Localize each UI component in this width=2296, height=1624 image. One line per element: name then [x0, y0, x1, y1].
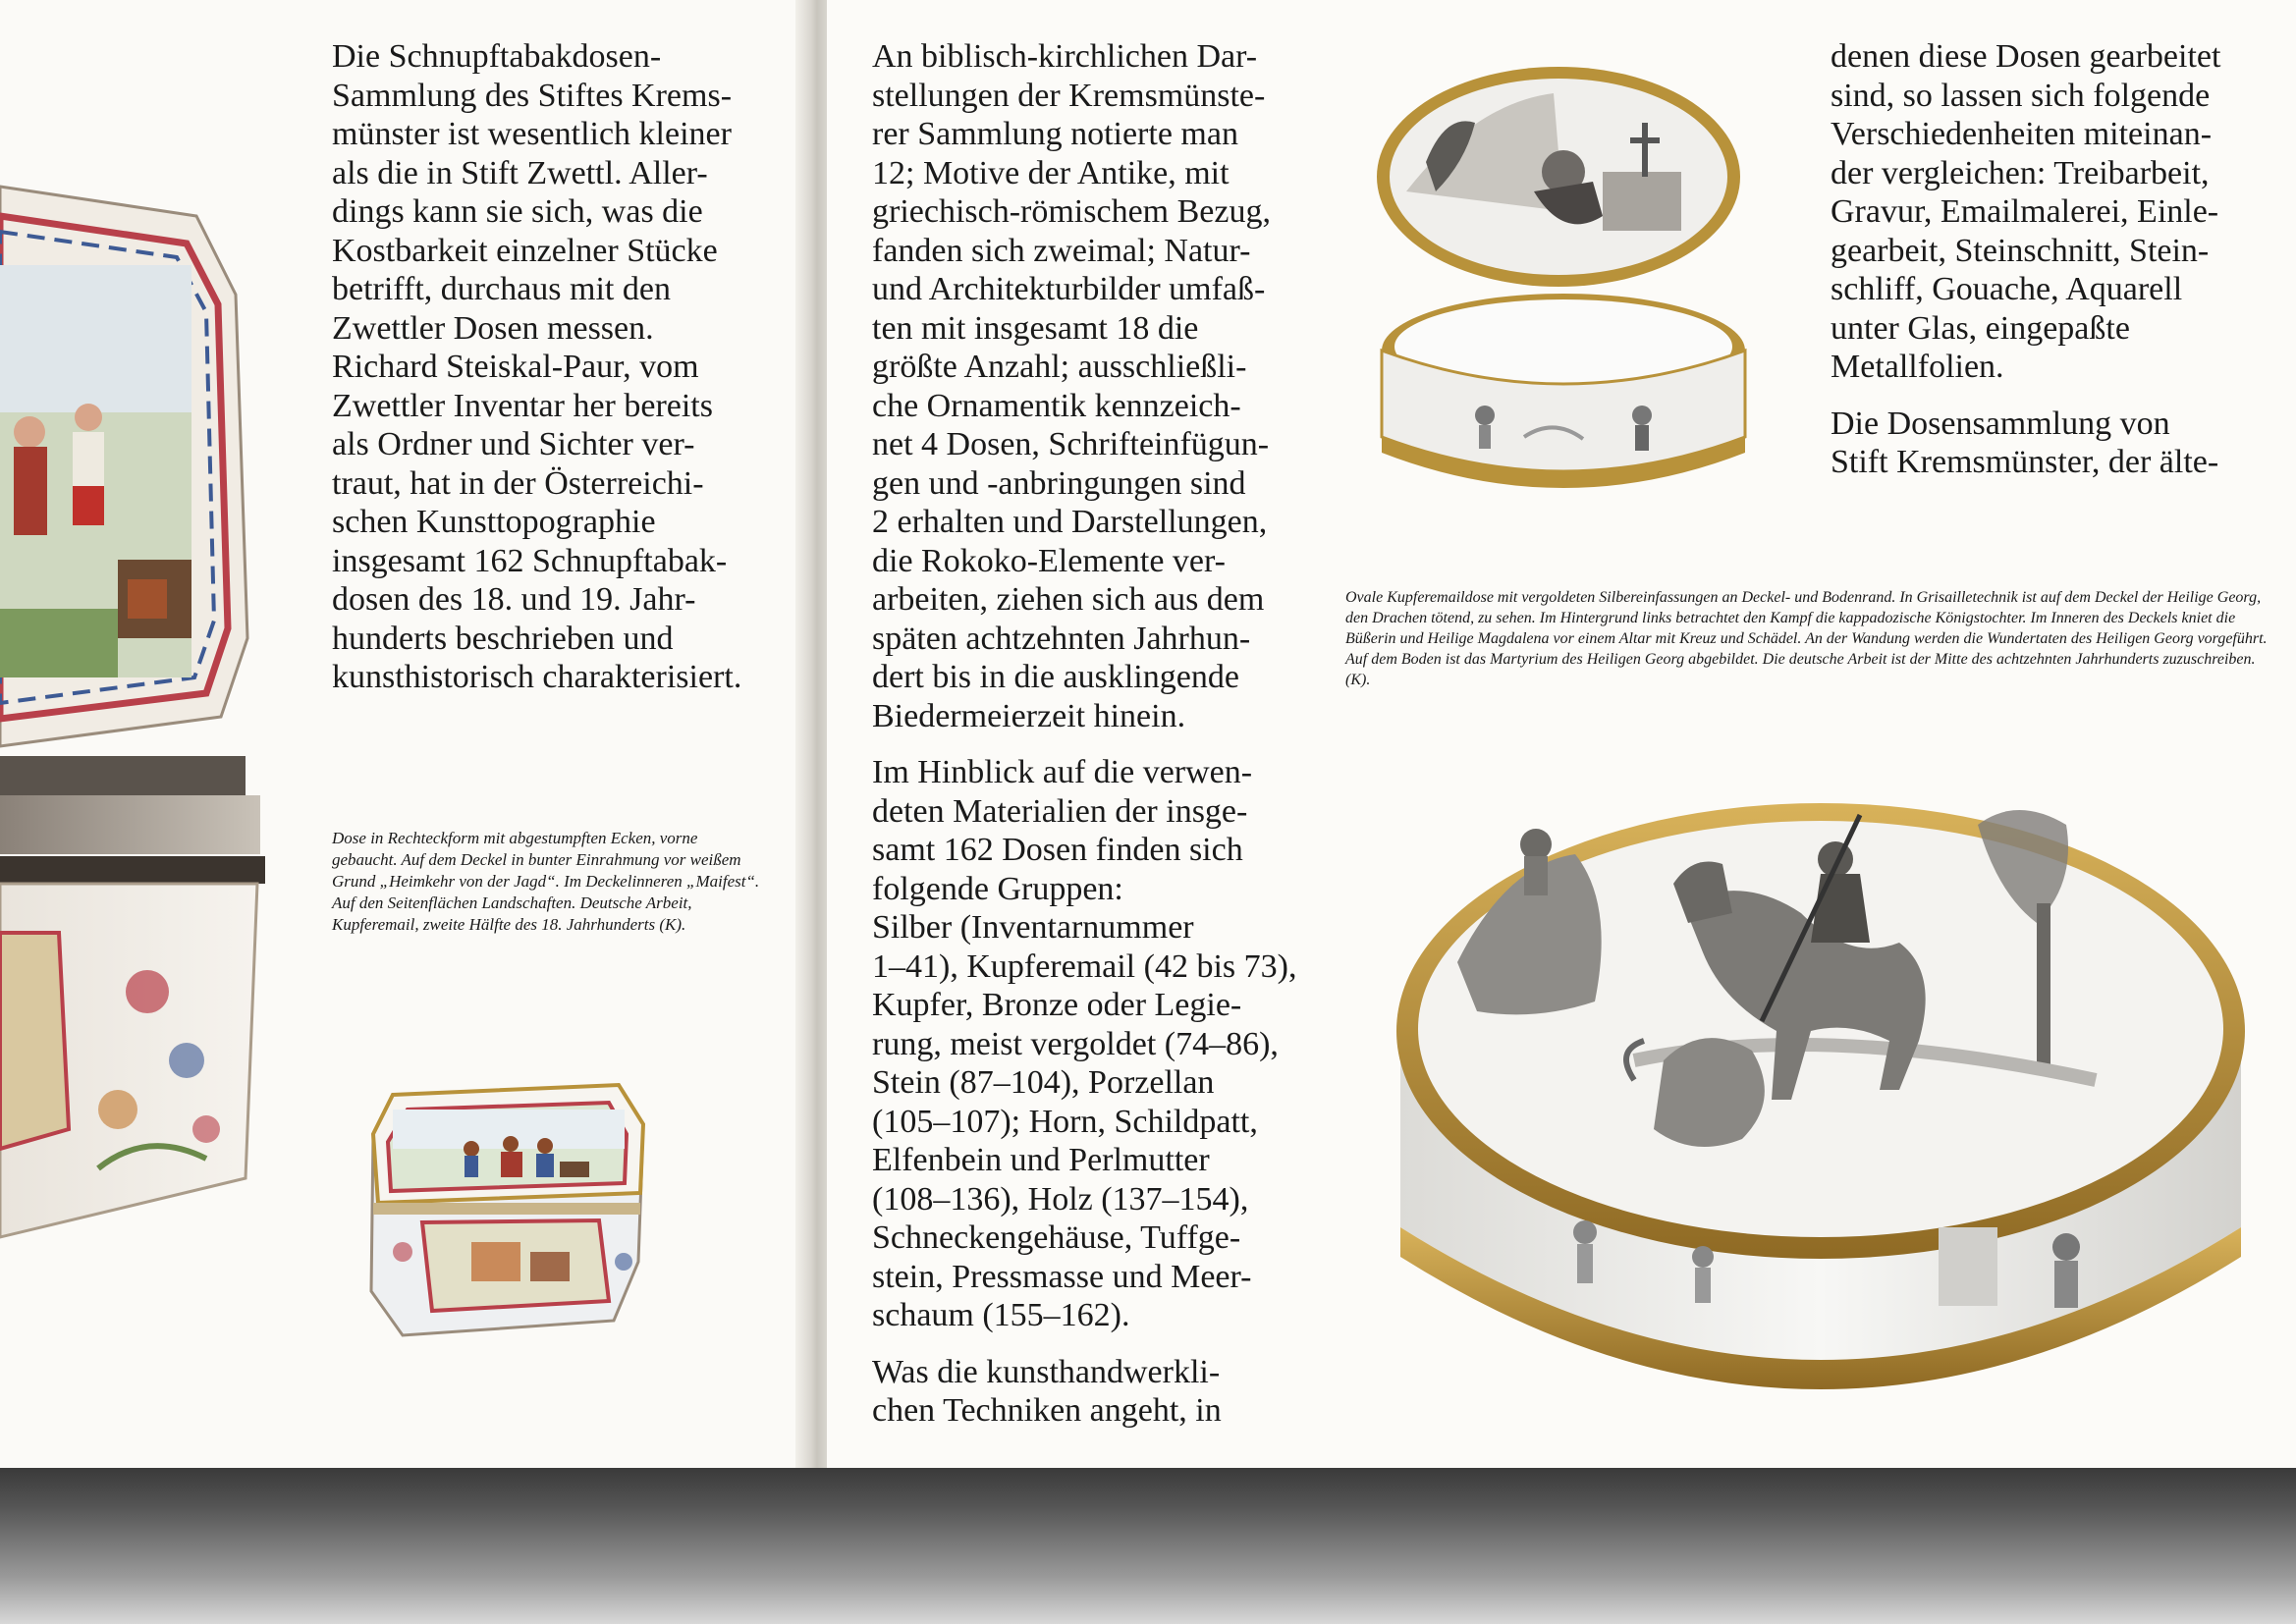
right-column-2	[1831, 37, 2292, 500]
right-column-1-para-2: Im Hinblick auf die verwen- deten Materialien der insge- samt 162 Dosen finden sich folgende Gruppen: Silber (Inventarnummer 1–41), Kupferemail (42 bis 73), Kupfer, Bronze oder Legie- rung, meist vergoldet (74–86), Stein (87–104), Porzellan (105–107); Horn, Schildpatt, Elfenbein und Perlmutter (108–136), Holz (137–154), Schneckengehäuse, Tuffge- stein, Pressmasse und Meer- schaum (155–162).	[872, 754, 1297, 1333]
photo-large-snuffbox-cropped	[0, 147, 265, 1286]
photo-open-oval-snuffbox	[1357, 44, 1770, 491]
photo-closed-oval-snuffbox-st-george	[1389, 766, 2253, 1443]
left-page	[0, 0, 811, 1468]
scan-bottom-band	[0, 1468, 2296, 1624]
right-column-1-para-1: An biblisch-kirchlichen Dar- stellungen der Kremsmünste- rer Sammlung notierte man 12; Motive der Antike, mit griechisch-römischem Bezug, fanden sich zweimal; Natur- und Architekturbilder umfaß- ten mit insgesamt 18 die größte Anzahl; ausschließli- che Ornamentik kennzeich- net 4 Dosen, Schrifteinfügun- gen und -anbringungen sind 2 erhalten und Darstellungen, die Rokoko-Elemente ver- arbeiten, ziehen sich aus dem späten achtzehnten Jahrhun- dert bis in die ausklingende Biedermeierzeit hinein.	[872, 38, 1271, 734]
photo-small-snuffbox	[363, 1065, 648, 1350]
left-paragraph-text: Die Schnupftabakdosen- Sammlung des Stiftes Krems- münster ist wesentlich kleiner als die in Stift Zwettl. Aller- dings kann sie sich, was die Kostbarkeit einzelner Stücke betrifft, durchaus mit den Zwettler Dosen messen. Richard Steiskal-Paur, vom Zwettler Inventar her bereits als Ordner und Sichter ver- traut, hat in der Österreichi- schen Kunsttopographie insgesamt 162 Schnupftabak- dosen des 18. und 19. Jahr- hunderts beschrieben und kunsthistorisch charakterisiert.	[332, 38, 742, 695]
right-column-2-para-2: Die Dosensammlung von Stift Kremsmünster, der älte-	[1831, 405, 2219, 480]
right-page	[827, 0, 2296, 1468]
left-caption: Dose in Rechteckform mit abgestumpften Ecken, vorne gebaucht. Auf dem Deckel in bunter Einrahmung vor weißem Grund „Heimkehr von der Jagd“. Im Deckelinneren „Maifest“. Auf den Seitenflächen Landschaften. Deutsche Arbeit, Kupferemail, zweite Hälfte des 18. Jahrhunderts (K).	[332, 829, 760, 934]
right-column-1	[872, 37, 1393, 1448]
left-paragraph	[332, 37, 803, 715]
right-caption: Ovale Kupferemaildose mit vergoldeten Silbereinfassungen an Deckel- und Bodenrand. In Grisailletechnik ist auf dem Deckel der Heilige Georg, den Drachen tötend, zu sehen. Im Hintergrund links betrachtet den Kampf die kappadozische Königstochter. Im Inneren des Deckels kniet die Büßerin und Heilige Magdalena vor einem Altar mit Kreuz und Schädel. An der Wandung werden die Wundertaten des Heiligen Georg vorgeführt. Auf dem Boden ist das Martyrium des Heiligen Georg abgebildet. Die deutsche Arbeit ist der Mitte des achtzehnten Jahrhunderts zuzuschreiben. (K).	[1345, 589, 2268, 688]
right-column-2-para-1: denen diese Dosen gearbeitet sind, so lassen sich folgende Verschiedenheiten miteinan- der vergleichen: Treibarbeit, Gravur, Emailmalerei, Einle- gearbeit, Steinschnitt, Stein- schliff, Gouache, Aquarell unter Glas, eingepaßte Metallfolien.	[1831, 38, 2221, 385]
right-column-1-para-3: Was die kunsthandwerkli- chen Techniken angeht, in	[872, 1353, 1222, 1429]
